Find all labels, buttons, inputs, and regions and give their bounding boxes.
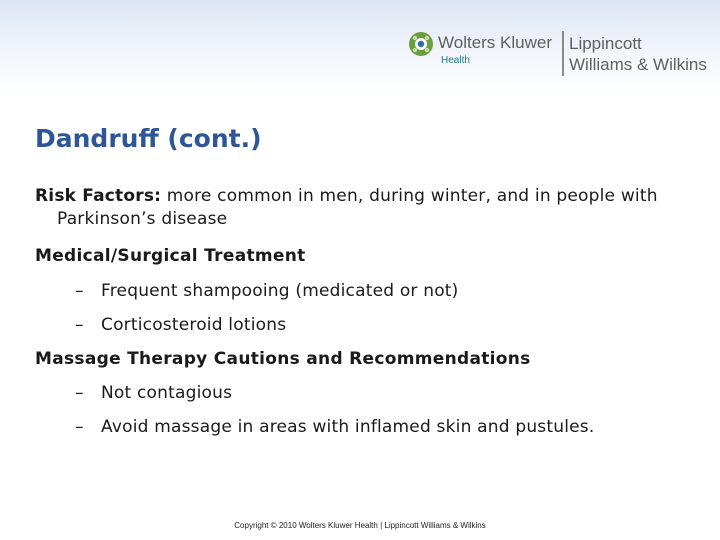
publisher-name: Wolters Kluwer — [438, 33, 552, 52]
publisher-division: Health — [441, 55, 470, 66]
logo-divider — [562, 31, 564, 76]
massage-item-text: Not contagious — [101, 383, 233, 403]
risk-factors-text: more common in men, during winter, and in people with Parkinson’s disease — [57, 186, 658, 229]
copyright-footer: Copyright © 2010 Wolters Kluwer Health | Lippincott Williams & Wilkins — [234, 521, 486, 530]
dash-bullet: – — [75, 281, 84, 301]
dash-bullet: – — [75, 315, 84, 335]
imprint-line1: Lippincott — [569, 34, 642, 53]
treatment-item — [35, 281, 695, 301]
risk-factors-label: Risk Factors: — [35, 186, 162, 206]
treatment-item-text: Frequent shampooing (medicated or not) — [101, 281, 459, 301]
slide-body — [35, 185, 695, 437]
massage-item — [35, 417, 695, 437]
treatment-item — [35, 315, 695, 335]
massage-item — [35, 383, 695, 403]
dash-bullet: – — [75, 417, 84, 437]
treatment-item-text: Corticosteroid lotions — [101, 315, 287, 335]
imprint-line2: Williams & Wilkins — [569, 55, 707, 74]
dash-bullet: – — [75, 383, 84, 403]
risk-factors-paragraph — [35, 185, 695, 231]
slide-title: Dandruff (cont.) — [35, 124, 262, 153]
treatment-heading: Medical/Surgical Treatment — [35, 246, 306, 266]
globe-logo-icon — [408, 31, 434, 57]
massage-heading: Massage Therapy Cautions and Recommendations — [35, 349, 531, 369]
massage-item-text: Avoid massage in areas with inflamed skin and pustules. — [101, 417, 595, 437]
